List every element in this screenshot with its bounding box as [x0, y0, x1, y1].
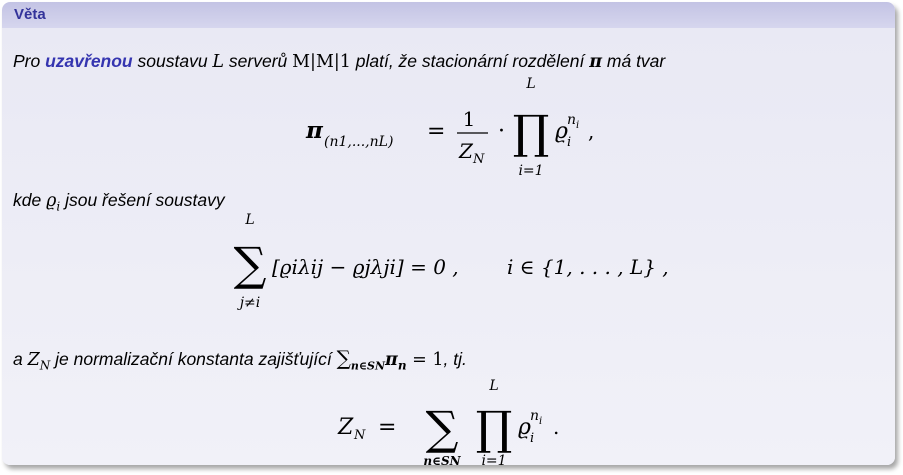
text-mid: serverů [224, 51, 293, 71]
eq3-sum-symbol: ∑ [425, 401, 459, 455]
eq1-equals: = [427, 119, 446, 144]
queue-model: M|M|1 [292, 52, 351, 72]
eq3-sum-lower: n∈SN [423, 454, 461, 465]
eq1-denominator: Z [459, 139, 473, 163]
var-l: L [212, 52, 225, 72]
eq3-rho: ϱ [518, 415, 531, 440]
text-pre: Pro [13, 51, 46, 71]
eq1-denominator-sub: N [473, 152, 485, 167]
eq3-prod-upper: L [489, 378, 499, 394]
eq3-rho-sub: i [530, 431, 535, 446]
eq1-pi: π [306, 117, 323, 144]
theorem-block [2, 2, 895, 465]
eq1-dot: · [498, 119, 505, 144]
eq3-exp-sub: i [539, 416, 543, 427]
eq3-equals: = [378, 415, 397, 440]
eq3-lhs-sub: N [354, 428, 366, 443]
text-mid: soustavu [132, 51, 213, 71]
eq2-expression: [ϱiλij − ϱjλji] = 0 , [272, 255, 459, 279]
pi-sub: n [397, 358, 407, 373]
sum-symbol: ∑ [336, 346, 351, 370]
text-mid: je normalizační konstanta zajišťující [50, 349, 337, 369]
eq1-exp: n [567, 112, 577, 128]
rho-symbol: ϱ [46, 191, 57, 211]
theorem-title: Věta [2, 2, 895, 28]
eq2-sum-symbol: ∑ [233, 237, 267, 291]
eq1-rho-sub: i [567, 135, 572, 150]
theorem-body [2, 28, 895, 465]
eq1-product-symbol: ∏ [512, 105, 550, 159]
z-symbol: Z [27, 350, 40, 370]
equals-one: = 1 [406, 350, 444, 370]
pi-symbol: π [589, 52, 603, 72]
text-post: jsou řešení soustavy [60, 190, 225, 210]
eq3-exp: n [530, 408, 540, 424]
rho-sub: i [56, 199, 61, 214]
text-post: má tvar [602, 51, 666, 71]
text-pre: a [13, 349, 28, 369]
pi-symbol: π [385, 350, 398, 370]
sum-sub: n∈SN [350, 359, 386, 373]
eq2-sum-upper: L [245, 212, 255, 228]
text-pre: kde [13, 190, 47, 210]
eq1-prod-lower: i=1 [518, 163, 544, 179]
eq1-prod-upper: L [526, 76, 536, 92]
eq3-prod-lower: i=1 [481, 453, 507, 465]
kde-line [13, 190, 225, 214]
eq1-trail: , [588, 119, 595, 143]
eq1-subscript: (n1,...,nL) [324, 134, 394, 150]
eq1-numerator: 1 [462, 107, 476, 131]
eq3-trail: . [553, 415, 560, 439]
keyword-closed: uzavřenou [45, 51, 133, 71]
text-mid: platí, že stacionární rozdělení [350, 51, 590, 71]
z-sub: N [39, 358, 51, 373]
text-post: , tj. [443, 349, 467, 369]
eq3-product-symbol: ∏ [475, 401, 513, 455]
eq3-lhs: Z [338, 415, 354, 440]
equation-stationary-distribution [2, 28, 895, 465]
eq1-rho: ϱ [555, 119, 568, 144]
eq2-condition: i ∈ {1, . . . , L} , [507, 255, 669, 279]
eq1-exp-sub: i [576, 120, 580, 131]
eq2-sum-lower: j≠i [239, 295, 261, 311]
normalization-line [13, 346, 467, 373]
